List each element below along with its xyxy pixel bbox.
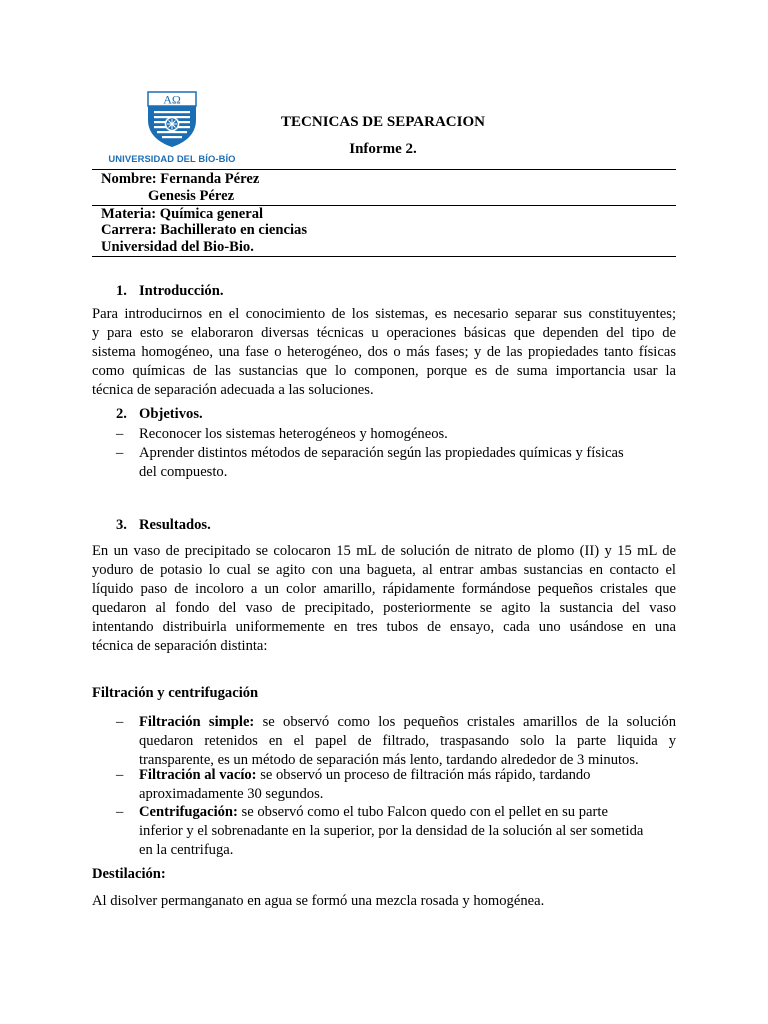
destilacion-paragraph [92,892,676,911]
filtracion-vacio-label: Filtración al vacío: [139,767,257,783]
resultados-line: líquido paso de incoloro a un color amarillo, rápidamente formándose pequeños cristales que [92,581,676,597]
section-3-title: Resultados. [139,517,211,533]
intro-paragraph [92,305,676,400]
filtracion-simple-item [139,713,676,770]
intro-line: y para esto se elaboraron diversas técnicas u operaciones básicas que dependen del tipo de [92,325,676,341]
filtracion-simple-line [139,713,676,732]
centrifugacion-label: Centrifugación: [139,804,238,820]
section-1-number: 1. [116,283,127,299]
destilacion-heading: Destilación: [92,866,166,882]
bullet-dash: – [116,445,124,461]
filtracion-vacio-line [139,766,676,785]
university-logo [92,90,252,162]
filtracion-simple-label: Filtración simple: [139,714,255,730]
destilacion-text: Al disolver permanganato en agua se formó una mezcla rosada y homogénea. [92,893,545,909]
objetivo-1-text: Reconocer los sistemas heterogéneos y homogéneos. [139,426,448,442]
crest-glyphs: AΩ [163,92,181,107]
university-crest-icon [146,90,198,148]
info-materia: Materia: Química general [101,206,264,222]
info-nombre-2: Genesis Pérez [148,188,235,204]
filtracion-simple-line: quedaron retenidos en el papel de filtrado, traspasando solo la parte liquida y [139,733,676,749]
bullet-dash: – [116,767,124,783]
resultados-line: En un vaso de precipitado se colocaron 15 mL de solución de nitrato de plomo (II) y 15 mL de [92,543,676,559]
filtracion-vacio-text: se observó un proceso de filtración más rápido, tardando [256,767,591,783]
info-carrera: Carrera: Bachillerato en ciencias [101,222,308,238]
objetivo-item-1 [139,425,676,444]
centrifugacion-text: se observó como el tubo Falcon quedo con el pellet en su parte [237,804,608,820]
info-nombre: Nombre: Fernanda Pérez [101,171,260,187]
section-3-number: 3. [116,517,127,533]
section-2-title: Objetivos. [139,406,203,422]
centrifugacion-item [139,803,676,860]
section-2-number: 2. [116,406,127,422]
filtracion-heading: Filtración y centrifugación [92,685,259,701]
intro-line: sistema homogéneo, una fase o heterogéneo, dos o más fases; y de las propiedades tanto físicas [92,344,676,360]
table-rule-bottom [92,256,676,257]
centrifugacion-line: en la centrifuga. [139,842,234,858]
centrifugacion-line [139,803,676,822]
logo-wordmark: UNIVERSIDAD DEL BÍO-BÍO [108,153,236,164]
resultados-line: yoduro de potasio lo cual se agito con una bagueta, al entrar ambas sustancias en contacto el [92,562,676,578]
document-subtitle: Informe 2. [349,141,417,157]
bullet-dash: – [116,804,124,820]
resultados-paragraph [92,542,676,656]
objetivo-2-line: Aprender distintos métodos de separación según las propiedades químicas y físicas [139,445,624,461]
section-1-title: Introducción. [139,283,224,299]
resultados-line: intentando distribuirla uniformemente en tres tubos de ensayo, cada uno usándose en una [92,619,676,635]
filtracion-vacio-line: aproximadamente 30 segundos. [139,786,324,802]
resultados-line: quedaron al fondo del vaso de precipitado, posteriormente se agito la sustancia del vaso [92,600,676,616]
bullet-dash: – [116,426,124,442]
intro-line: técnica de separación adecuada a las soluciones. [92,382,374,398]
filtracion-simple-text: se observó como los pequeños cristales amarillos de la solución [254,714,676,730]
filtracion-simple-line: transparente, es un método de separación más lento, tardando alrededor de 3 minutos. [139,752,639,768]
resultados-line: técnica de separación distinta: [92,638,268,654]
objetivo-item-2 [139,444,676,482]
centrifugacion-line: inferior y el sobrenadante en la superior, por la densidad de la solución al ser sometida [139,823,644,839]
intro-line: como químicas de las sustancias que lo componen, porque es de suma importancia usar la [92,363,676,379]
info-universidad: Universidad del Bio-Bio. [101,239,254,255]
objetivo-2-line: del compuesto. [139,464,228,480]
bullet-dash: – [116,714,124,730]
intro-line: Para introducirnos en el conocimiento de los sistemas, es necesario separar sus constituyentes; [92,306,676,322]
filtracion-vacio-item [139,766,676,804]
document-title: TECNICAS DE SEPARACION [281,114,485,130]
